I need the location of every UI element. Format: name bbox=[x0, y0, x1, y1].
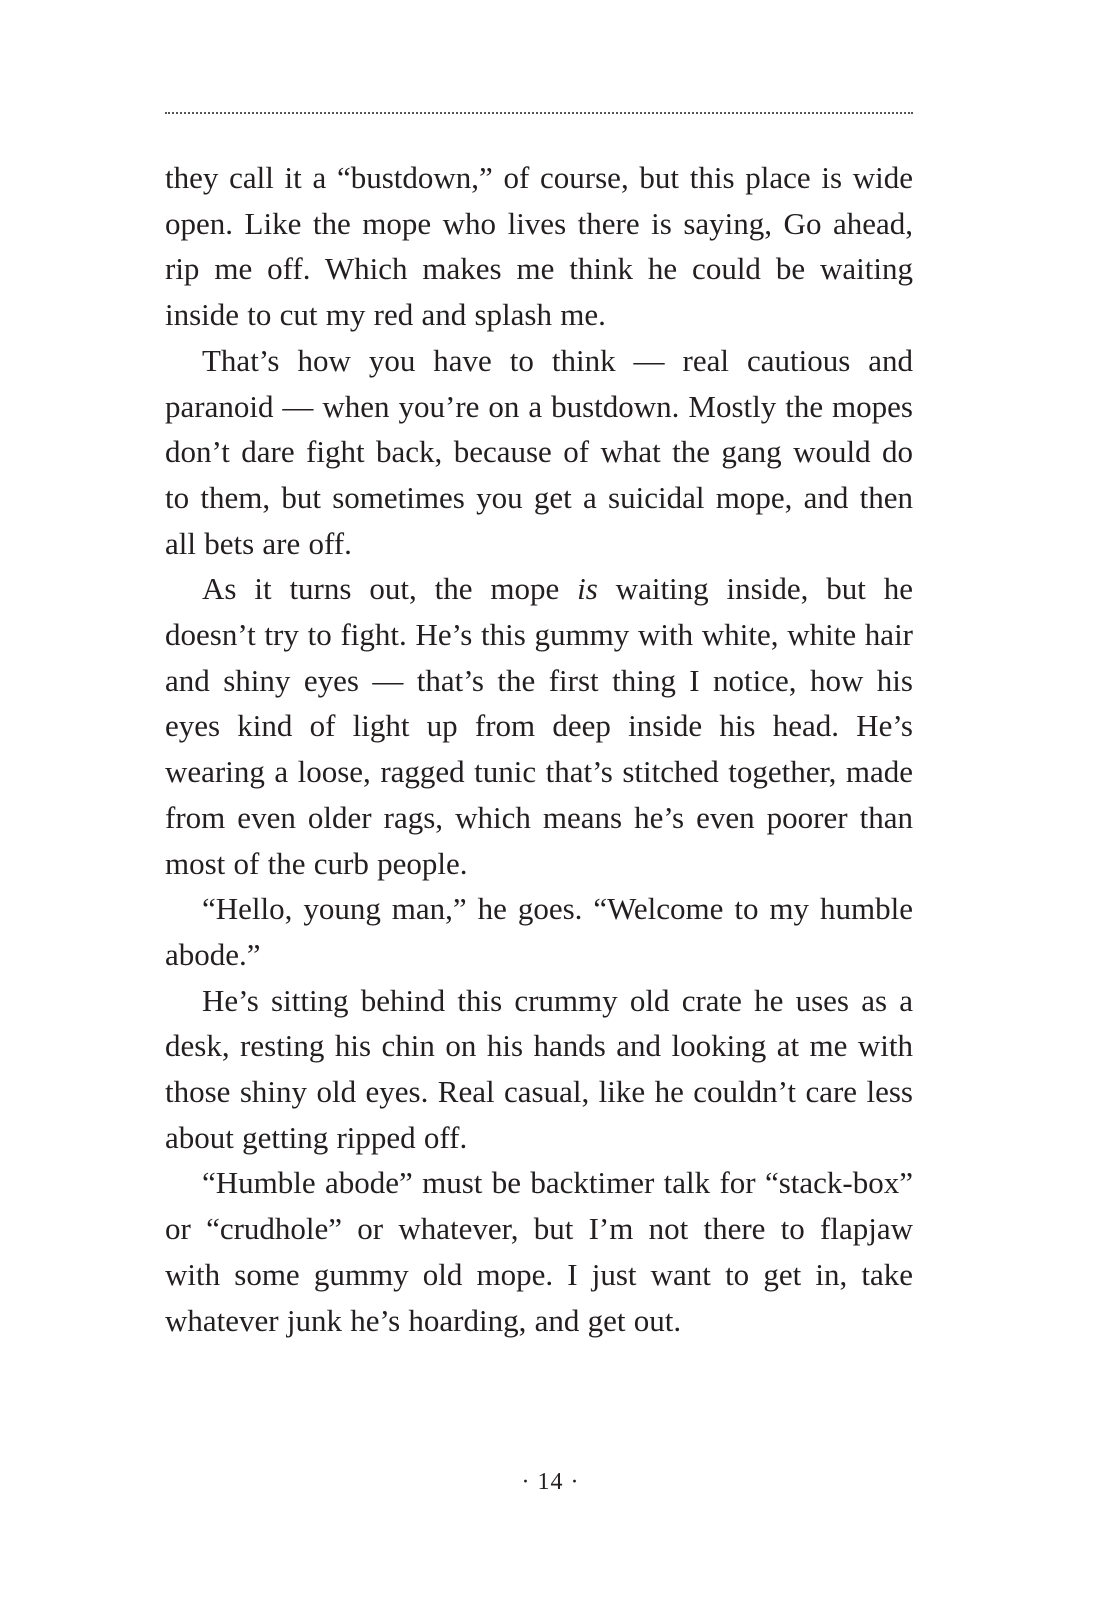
paragraph-text: “Hello, young man,” he goes. “Welcome to my humble abode.” bbox=[165, 891, 913, 972]
paragraph-5 bbox=[165, 978, 913, 1161]
italic-emphasis: is bbox=[577, 571, 598, 607]
paragraph-text: As it turns out, the mope bbox=[202, 571, 578, 607]
paragraph-text: “Humble abode” must be backtimer talk for “stack-box” or “crudhole” or whatever, but I’m not there to flapjaw with some gummy old mope. I just want to get in, take whatever junk he’s hoarding, and get out. bbox=[165, 1165, 913, 1338]
paragraph-4 bbox=[165, 886, 913, 977]
paragraph-text: they call it a “bustdown,” of course, but this place is wide open. Like the mope who lives there is saying, Go ahead, rip me off. Which makes me think he could be waiting inside to cut my red and splash me. bbox=[165, 160, 913, 333]
body-text bbox=[165, 155, 913, 1343]
header-dotted-rule bbox=[165, 112, 913, 114]
paragraph-text: waiting inside, but he doesn’t try to fight. He’s this gummy with white, white hair and shiny eyes — that’s the first thing I notice, how his eyes kind of light up from deep inside his head. He’s wearing a loose, ragged tunic that’s stitched together, made from even older rags, which means he’s even poorer than most of the curb people. bbox=[165, 571, 913, 881]
paragraph-text: He’s sitting behind this crummy old crate he uses as a desk, resting his chin on his hands and looking at me with those shiny old eyes. Real casual, like he couldn’t care less about getting ripped off. bbox=[165, 982, 913, 1155]
paragraph-6 bbox=[165, 1160, 913, 1343]
paragraph-1 bbox=[165, 155, 913, 338]
paragraph-2 bbox=[165, 338, 913, 567]
paragraph-3 bbox=[165, 566, 913, 886]
paragraph-text: That’s how you have to think — real cautious and paranoid — when you’re on a bustdown. Mostly the mopes don’t dare fight back, because of what the gang would do to them, but sometimes you get a suicidal mope, and then all bets are off. bbox=[165, 342, 913, 561]
page-number: · 14 · bbox=[521, 1469, 580, 1495]
